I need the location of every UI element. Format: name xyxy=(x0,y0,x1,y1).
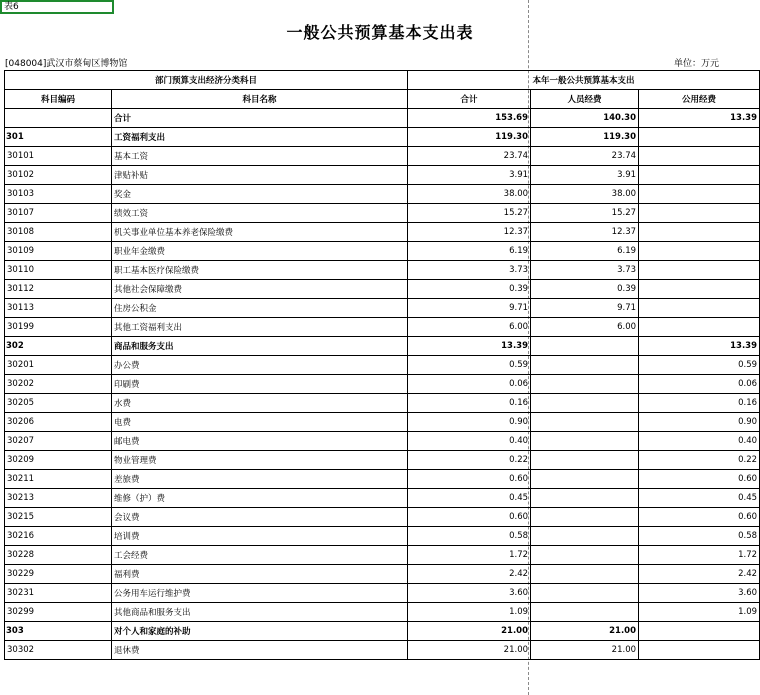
personnel-cell[interactable]: 9.71 xyxy=(531,299,639,318)
table-row xyxy=(5,204,760,223)
public-cell[interactable]: 1.72 xyxy=(639,546,760,565)
public-cell[interactable] xyxy=(639,242,760,261)
total-cell[interactable]: 0.58 xyxy=(408,527,531,546)
name-cell[interactable]: 工资福利支出 xyxy=(112,128,408,147)
name-cell[interactable]: 津贴补贴 xyxy=(112,166,408,185)
table-row xyxy=(5,318,760,337)
code-cell[interactable]: 30108 xyxy=(5,223,112,242)
code-cell[interactable]: 30205 xyxy=(5,394,112,413)
header-name: 科目名称 xyxy=(112,90,408,109)
total-cell[interactable]: 1.72 xyxy=(408,546,531,565)
public-cell[interactable] xyxy=(639,204,760,223)
personnel-cell[interactable] xyxy=(531,584,639,603)
total-cell[interactable]: 6.00 xyxy=(408,318,531,337)
total-code-cell[interactable] xyxy=(5,109,112,128)
table-row xyxy=(5,261,760,280)
code-cell[interactable]: 30109 xyxy=(5,242,112,261)
total-cell[interactable]: 21.00 xyxy=(408,622,531,641)
total-cell[interactable]: 0.39 xyxy=(408,280,531,299)
total-cell[interactable]: 9.71 xyxy=(408,299,531,318)
name-cell[interactable]: 邮电费 xyxy=(112,432,408,451)
personnel-cell[interactable] xyxy=(531,413,639,432)
personnel-cell[interactable] xyxy=(531,527,639,546)
name-cell[interactable]: 其他社会保障缴费 xyxy=(112,280,408,299)
table-row xyxy=(5,147,760,166)
table-row xyxy=(5,546,760,565)
public-cell[interactable] xyxy=(639,318,760,337)
code-cell[interactable]: 30107 xyxy=(5,204,112,223)
name-cell[interactable]: 退休费 xyxy=(112,641,408,660)
code-cell[interactable]: 30215 xyxy=(5,508,112,527)
total-public-cell[interactable]: 13.39 xyxy=(639,109,760,128)
personnel-cell[interactable]: 38.00 xyxy=(531,185,639,204)
name-cell[interactable]: 绩效工资 xyxy=(112,204,408,223)
public-cell[interactable]: 0.60 xyxy=(639,470,760,489)
name-cell[interactable]: 公务用车运行维护费 xyxy=(112,584,408,603)
personnel-cell[interactable]: 23.74 xyxy=(531,147,639,166)
table-row xyxy=(5,280,760,299)
personnel-cell[interactable]: 119.30 xyxy=(531,128,639,147)
public-cell[interactable]: 3.60 xyxy=(639,584,760,603)
table-row xyxy=(5,413,760,432)
header-group-row xyxy=(5,71,760,90)
code-cell[interactable]: 30103 xyxy=(5,185,112,204)
personnel-cell[interactable] xyxy=(531,546,639,565)
total-cell[interactable]: 12.37 xyxy=(408,223,531,242)
total-cell[interactable]: 0.40 xyxy=(408,432,531,451)
total-cell[interactable]: 3.73 xyxy=(408,261,531,280)
public-cell[interactable]: 0.90 xyxy=(639,413,760,432)
table-row xyxy=(5,356,760,375)
personnel-cell[interactable]: 0.39 xyxy=(531,280,639,299)
name-cell[interactable]: 其他工资福利支出 xyxy=(112,318,408,337)
personnel-cell[interactable] xyxy=(531,508,639,527)
total-cell[interactable]: 2.42 xyxy=(408,565,531,584)
code-cell[interactable]: 30101 xyxy=(5,147,112,166)
total-cell[interactable]: 0.22 xyxy=(408,451,531,470)
public-cell[interactable]: 2.42 xyxy=(639,565,760,584)
total-cell[interactable]: 3.60 xyxy=(408,584,531,603)
organization-name: [048004]武汉市蔡甸区博物馆 xyxy=(5,59,128,69)
code-cell[interactable]: 30113 xyxy=(5,299,112,318)
name-cell[interactable]: 电费 xyxy=(112,413,408,432)
code-cell[interactable]: 30209 xyxy=(5,451,112,470)
table-row xyxy=(5,565,760,584)
personnel-cell[interactable] xyxy=(531,356,639,375)
table-row xyxy=(5,451,760,470)
table-row xyxy=(5,185,760,204)
code-cell[interactable]: 30229 xyxy=(5,565,112,584)
header-group-right: 本年一般公共预算基本支出 xyxy=(408,71,760,90)
table-row xyxy=(5,584,760,603)
code-cell[interactable]: 30201 xyxy=(5,356,112,375)
public-cell[interactable] xyxy=(639,622,760,641)
total-cell[interactable]: 15.27 xyxy=(408,204,531,223)
public-cell[interactable]: 0.59 xyxy=(639,356,760,375)
public-cell[interactable]: 0.45 xyxy=(639,489,760,508)
table-row xyxy=(5,489,760,508)
total-cell[interactable]: 21.00 xyxy=(408,641,531,660)
personnel-cell[interactable] xyxy=(531,470,639,489)
name-cell[interactable]: 印刷费 xyxy=(112,375,408,394)
personnel-cell[interactable] xyxy=(531,432,639,451)
total-cell[interactable]: 1.09 xyxy=(408,603,531,622)
table-row xyxy=(5,622,760,641)
total-cell[interactable]: 0.45 xyxy=(408,489,531,508)
personnel-cell[interactable] xyxy=(531,489,639,508)
table-row xyxy=(5,508,760,527)
public-cell[interactable]: 0.40 xyxy=(639,432,760,451)
personnel-cell[interactable]: 15.27 xyxy=(531,204,639,223)
selected-cell-reference[interactable]: 表6 xyxy=(0,0,114,14)
personnel-cell[interactable] xyxy=(531,337,639,356)
public-cell[interactable]: 0.16 xyxy=(639,394,760,413)
personnel-cell[interactable] xyxy=(531,603,639,622)
table-row xyxy=(5,641,760,660)
code-cell[interactable]: 30213 xyxy=(5,489,112,508)
code-cell[interactable]: 30211 xyxy=(5,470,112,489)
name-cell[interactable]: 职工基本医疗保险缴费 xyxy=(112,261,408,280)
total-cell[interactable]: 0.16 xyxy=(408,394,531,413)
header-column-row xyxy=(5,90,760,109)
header-personnel: 人员经费 xyxy=(531,90,639,109)
public-cell[interactable] xyxy=(639,147,760,166)
code-cell[interactable]: 30216 xyxy=(5,527,112,546)
table-row xyxy=(5,432,760,451)
total-cell[interactable]: 13.39 xyxy=(408,337,531,356)
personnel-cell[interactable] xyxy=(531,394,639,413)
total-cell[interactable]: 0.90 xyxy=(408,413,531,432)
total-cell[interactable]: 0.60 xyxy=(408,508,531,527)
public-cell[interactable]: 0.60 xyxy=(639,508,760,527)
public-cell[interactable]: 0.06 xyxy=(639,375,760,394)
table-row xyxy=(5,242,760,261)
name-cell[interactable]: 维修（护）费 xyxy=(112,489,408,508)
public-cell[interactable] xyxy=(639,299,760,318)
expenditure-table xyxy=(4,70,760,660)
personnel-cell[interactable]: 21.00 xyxy=(531,622,639,641)
personnel-cell[interactable]: 21.00 xyxy=(531,641,639,660)
table-row xyxy=(5,527,760,546)
public-cell[interactable] xyxy=(639,128,760,147)
name-cell[interactable]: 水费 xyxy=(112,394,408,413)
public-cell[interactable]: 1.09 xyxy=(639,603,760,622)
table-row xyxy=(5,394,760,413)
code-cell[interactable]: 302 xyxy=(5,337,112,356)
name-cell[interactable]: 福利费 xyxy=(112,565,408,584)
total-total-cell[interactable]: 153.69 xyxy=(408,109,531,128)
public-cell[interactable]: 0.58 xyxy=(639,527,760,546)
name-cell[interactable]: 商品和服务支出 xyxy=(112,337,408,356)
code-cell[interactable]: 30299 xyxy=(5,603,112,622)
public-cell[interactable] xyxy=(639,223,760,242)
name-cell[interactable]: 办公费 xyxy=(112,356,408,375)
total-cell[interactable]: 23.74 xyxy=(408,147,531,166)
public-cell[interactable] xyxy=(639,166,760,185)
name-cell[interactable]: 奖金 xyxy=(112,185,408,204)
personnel-cell[interactable]: 3.73 xyxy=(531,261,639,280)
name-cell[interactable]: 工会经费 xyxy=(112,546,408,565)
personnel-cell[interactable]: 12.37 xyxy=(531,223,639,242)
code-cell[interactable]: 30207 xyxy=(5,432,112,451)
total-cell[interactable]: 119.30 xyxy=(408,128,531,147)
total-cell[interactable]: 38.00 xyxy=(408,185,531,204)
header-code: 科目编码 xyxy=(5,90,112,109)
code-cell[interactable]: 30199 xyxy=(5,318,112,337)
personnel-cell[interactable]: 6.00 xyxy=(531,318,639,337)
total-personnel-cell[interactable]: 140.30 xyxy=(531,109,639,128)
name-cell[interactable]: 机关事业单位基本养老保险缴费 xyxy=(112,223,408,242)
total-cell[interactable]: 3.91 xyxy=(408,166,531,185)
name-cell[interactable]: 住房公积金 xyxy=(112,299,408,318)
name-cell[interactable]: 会议费 xyxy=(112,508,408,527)
code-cell[interactable]: 30110 xyxy=(5,261,112,280)
table-row xyxy=(5,166,760,185)
table-row xyxy=(5,337,760,356)
table-row xyxy=(5,375,760,394)
code-cell[interactable]: 303 xyxy=(5,622,112,641)
header-public: 公用经费 xyxy=(639,90,760,109)
code-cell[interactable]: 30302 xyxy=(5,641,112,660)
total-cell[interactable]: 0.60 xyxy=(408,470,531,489)
table-row xyxy=(5,603,760,622)
public-cell[interactable]: 13.39 xyxy=(639,337,760,356)
name-cell[interactable]: 培训费 xyxy=(112,527,408,546)
name-cell[interactable]: 职业年金缴费 xyxy=(112,242,408,261)
total-cell[interactable]: 0.06 xyxy=(408,375,531,394)
name-cell[interactable]: 其他商品和服务支出 xyxy=(112,603,408,622)
personnel-cell[interactable]: 6.19 xyxy=(531,242,639,261)
personnel-cell[interactable] xyxy=(531,375,639,394)
public-cell[interactable]: 0.22 xyxy=(639,451,760,470)
total-row xyxy=(5,109,760,128)
public-cell[interactable] xyxy=(639,261,760,280)
personnel-cell[interactable] xyxy=(531,451,639,470)
unit-label: 单位：万元 xyxy=(674,59,720,69)
report-title: 一般公共预算基本支出表 xyxy=(286,23,474,42)
table-row xyxy=(5,223,760,242)
name-cell[interactable]: 物业管理费 xyxy=(112,451,408,470)
public-cell[interactable] xyxy=(639,185,760,204)
name-cell[interactable]: 对个人和家庭的补助 xyxy=(112,622,408,641)
name-cell[interactable]: 差旅费 xyxy=(112,470,408,489)
total-cell[interactable]: 6.19 xyxy=(408,242,531,261)
code-cell[interactable]: 30228 xyxy=(5,546,112,565)
table-row xyxy=(5,128,760,147)
code-cell[interactable]: 301 xyxy=(5,128,112,147)
personnel-cell[interactable] xyxy=(531,565,639,584)
code-cell[interactable]: 30206 xyxy=(5,413,112,432)
table-row xyxy=(5,470,760,489)
name-cell[interactable]: 基本工资 xyxy=(112,147,408,166)
public-cell[interactable] xyxy=(639,641,760,660)
code-cell[interactable]: 30231 xyxy=(5,584,112,603)
header-total: 合计 xyxy=(408,90,531,109)
total-cell[interactable]: 0.59 xyxy=(408,356,531,375)
code-cell[interactable]: 30202 xyxy=(5,375,112,394)
header-group-left: 部门预算支出经济分类科目 xyxy=(5,71,408,90)
code-cell[interactable]: 30102 xyxy=(5,166,112,185)
code-cell[interactable]: 30112 xyxy=(5,280,112,299)
table-row xyxy=(5,299,760,318)
personnel-cell[interactable]: 3.91 xyxy=(531,166,639,185)
total-name-cell[interactable]: 合计 xyxy=(112,109,408,128)
public-cell[interactable] xyxy=(639,280,760,299)
